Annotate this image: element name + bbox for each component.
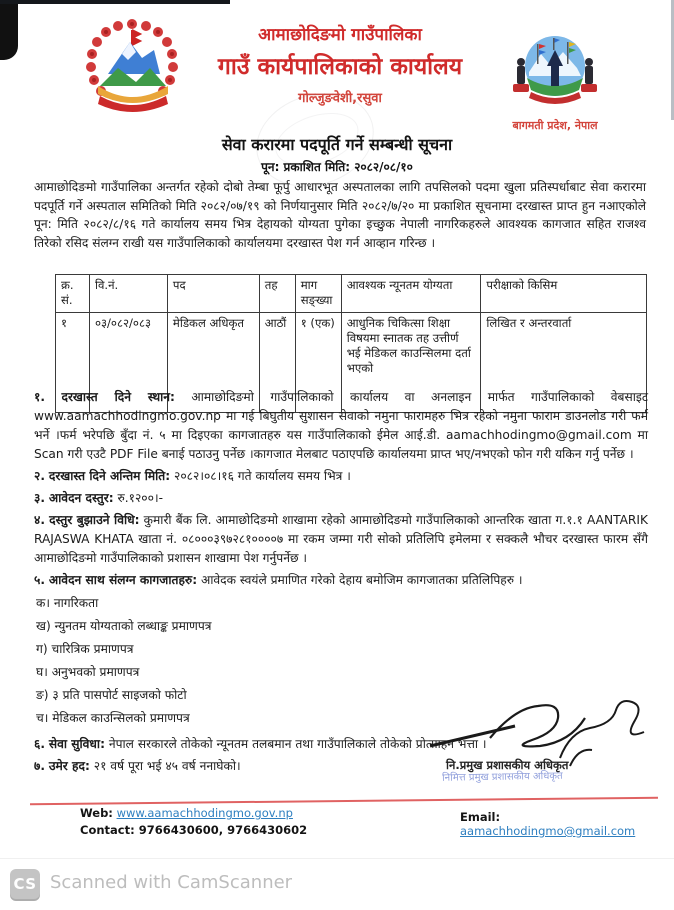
col-advert-no: वि.नं. <box>89 275 167 313</box>
municipality-emblem-icon <box>505 32 605 133</box>
municipality-name: आमाछोदिङमो गाउँपालिका <box>258 25 422 45</box>
point-3 <box>34 489 648 508</box>
stamp-text: निमित्त प्रमुख प्रशासकीय अधिकृत <box>441 770 563 784</box>
col-exam-type: परीक्षाको किसिम <box>481 275 647 313</box>
nepal-government-emblem-icon <box>84 16 180 120</box>
point-text: आवेदक स्वयंले प्रमाणित गरेको देहाय बमोजिम कागजातका प्रतिलिपिहरु । <box>200 573 523 587</box>
province-label: बागमती प्रदेश, नेपाल <box>512 119 598 132</box>
point-text: आमाछोदिङमो गाउँपालिकाको कार्यालय वा अनलाइन मार्फत गाउँपालिकाको वेबसाइट www.aamachhodingmo.gov.np मा गई बिघुतीय सुशासन सेवाको नमुना फारामहरु भित्र रहेको नमुना फाराम डाउनलोड गरी फर्म भर्ने ।फर्म भरेपछि बुँदा नं. ५ मा दिइएका कागजातहरु यस गाउँपालिकाको ईमेल आई.डी. aamachhodingmo@gmail.com मा Scan गरी एउटै PDF File बनाई पठाउनु पर्नेछ ।कागजात मेलबाट पठाएपछि कार्यालयमा प्राप्त भए/नभएको फोन गरी यकिन गर्नु पर्नेछ । <box>34 390 649 461</box>
point-text: २०८२।०८।१६ गते कार्यालय समय भित्र । <box>174 469 351 483</box>
camscanner-bar <box>0 858 674 910</box>
web-label: Web: <box>80 806 113 820</box>
document-item-nga: ङ) ३ प्रति पासपोर्ट साइजको फोटो <box>36 688 187 702</box>
contact-label: Contact: <box>80 823 135 837</box>
website-link[interactable]: www.aamachhodingmo.gov.np <box>116 806 293 820</box>
footer-left <box>80 806 307 837</box>
email-label: Email: <box>460 810 501 824</box>
col-serial: क्र. सं. <box>56 275 90 313</box>
cell-post: मेडिकल अधिकृत <box>167 313 259 413</box>
cell-advert-no: ०३/०८२/०८३ <box>89 313 167 413</box>
point-label: दस्तुर बुझाउने विधि: <box>49 513 140 527</box>
point-number: ६. <box>34 737 45 751</box>
scan-edge-artifact <box>0 0 230 4</box>
col-qualification: आवश्यक न्यूनतम योग्यता <box>341 275 481 313</box>
republish-date: पून: प्रकाशित मिति: २०८२/०८/१० <box>261 160 413 174</box>
camscanner-cs-icon: CS <box>10 869 40 899</box>
point-label: दरखास्त दिने अन्तिम मिति: <box>48 469 171 483</box>
col-demand: माग सङ्ख्या <box>295 275 341 313</box>
document-item-kha: ख) न्युनतम योग्यताको लब्धाङ्क प्रमाणपत्र <box>36 619 212 633</box>
cell-exam-type: लिखित र अन्तरवार्ता <box>481 313 647 413</box>
point-label: उमेर हद: <box>48 759 90 773</box>
document-item-gha: घ। अनुभवको प्रमाणपत्र <box>36 665 140 679</box>
contact-row <box>80 823 307 837</box>
document-item-ga: ग) चारित्रिक प्रमाणपत्र <box>36 642 134 656</box>
footer-divider <box>30 797 658 806</box>
office-address: गोल्जुङवेशी,रसुवा <box>298 91 382 106</box>
signatory-title: नि.प्रमुख प्रशासकीय अधिकृत <box>446 758 569 772</box>
cell-serial: १ <box>56 313 90 413</box>
table-header-row <box>56 275 647 313</box>
point-label: सेवा सुविधा: <box>48 737 105 751</box>
point-label: आवेदन साथ संलग्न कागजातहरु: <box>48 573 198 587</box>
intro-paragraph: आमाछोदिङमो गाउँपालिका अन्तर्गत रहेको दोबो तेम्बा फूर्पु आधारभूत अस्पतालका लागि तपसिलको पदमा खुला प्रतिस्पर्धाबाट सेवा करारमा पदपूर्ति गर्ने अस्पताल समितिको मिति २०८२/०७/१९ को निर्णयानुसार मिति २०८२/७/२० मा प्रकाशित सूचनामा दरखास्त प्राप्त हुन नआएकोले पून: मिति २०८२/८/१६ गते कार्यालय समय भित्र देहायको योग्यता पुगेका इच्छुक नेपाली नागरिकहरुले आवश्यक कागजात सहित राजश्व तिरेको रसिद संलग्न राखी यस गाउँपालिकाको कार्यालयमा दरखास्त पेश गर्न आव्हान गरिन्छ । <box>34 180 646 250</box>
letterhead-titles <box>170 22 510 106</box>
point-number: ७. <box>34 759 45 773</box>
point-text: २१ वर्ष पूरा भई ४५ वर्ष ननाघेको। <box>93 759 241 773</box>
document-item-ka: क। नागरिकता <box>36 596 99 610</box>
point-text: कुमारी बैंक लि. आमाछोदिङमो शाखामा रहेको आमाछोदिङमो गाउँपालिकाको आन्तरिक खाता ग.१.१ AANTARIK RAJASWA KHATA खाता नं. ०८०००३९७२८१००००७ मा रकम जम्मा गरी सोको प्रतिलिपि इमेलमा र सक्कलै भौचर दरखास्त फारम सँगै आमाछोदिङमो गाउँपालिकाको प्रशासन शाखामा पेश गर्नुपर्नेछ । <box>34 513 648 565</box>
notice-title: सेवा करारमा पदपूर्ति गर्ने सम्बन्धी सूचना <box>221 135 453 154</box>
col-level: तह <box>259 275 295 313</box>
point-number: ५. <box>34 573 45 587</box>
cell-demand: १ (एक) <box>295 313 341 413</box>
point-number: ४. <box>34 513 45 527</box>
point-label: आवेदन दस्तुर: <box>48 491 114 505</box>
point-text: रु.१२००।- <box>117 491 163 505</box>
point-text: नेपाल सरकारले तोकेको न्यूनतम तलबमान तथा गाउँपालिकाले तोकेको प्रोत्साहन भत्ता । <box>108 737 487 751</box>
point-2 <box>34 467 648 486</box>
document-item-cha: च। मेडिकल काउन्सिलको प्रमाणपत्र <box>36 711 190 725</box>
col-post: पद <box>167 275 259 313</box>
cell-level: आठौं <box>259 313 295 413</box>
point-label: दरखास्त दिने स्थान: <box>61 390 175 404</box>
contact-numbers: 9766430600, 9766430602 <box>138 823 308 837</box>
email-link[interactable]: aamachhodingmo@gmail.com <box>460 824 636 838</box>
point-number: ३. <box>34 491 45 505</box>
divider <box>0 858 674 859</box>
point-number: २. <box>34 469 45 483</box>
point-5 <box>34 571 648 590</box>
signature-block <box>420 688 660 798</box>
office-name: गाउँ कार्यपालिकाको कार्यालय <box>217 54 463 80</box>
point-1 <box>34 388 648 464</box>
footer-right <box>460 810 658 838</box>
point-number: १. <box>34 390 45 404</box>
cell-qualification: आधुनिक चिकित्सा शिक्षा विषयमा स्नातक तह उत्तीर्ण भई मेडिकल काउन्सिलमा दर्ता भएको <box>341 313 481 413</box>
point-4 <box>34 511 648 568</box>
camscanner-caption: Scanned with CamScanner <box>50 872 293 893</box>
